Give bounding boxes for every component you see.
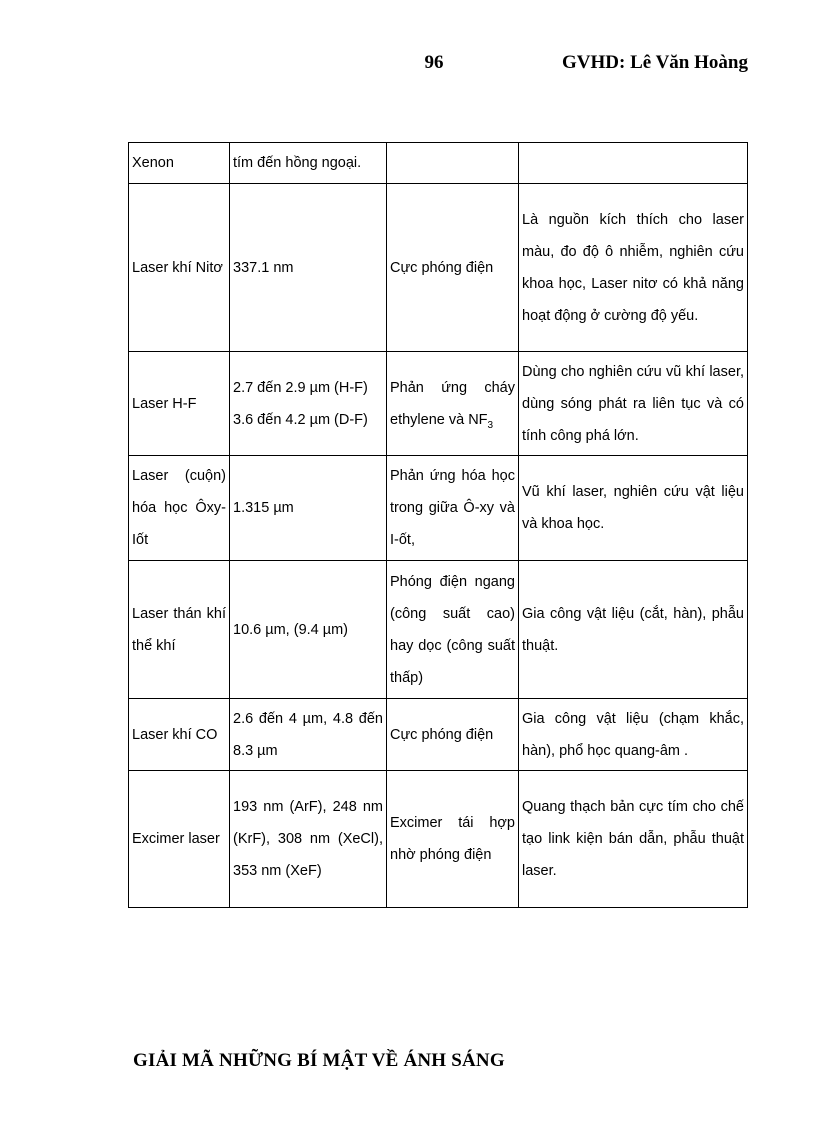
wavelength-line: 2.7 đến 2.9 µm (H-F) bbox=[233, 379, 368, 396]
pump-cell: Phóng điện ngang (công suất cao) hay dọc (công suất thấp) bbox=[387, 561, 519, 699]
laser-name-cell: Laser thán khí thể khí bbox=[129, 561, 230, 699]
laser-name-cell: Laser H-F bbox=[129, 352, 230, 456]
pump-cell: Cực phóng điện bbox=[387, 184, 519, 352]
table-row bbox=[129, 184, 748, 352]
pump-cell: Excimer tái hợp nhờ phóng điện bbox=[387, 771, 519, 908]
laser-name-cell: Excimer laser bbox=[129, 771, 230, 908]
laser-name-cell: Laser khí Nitơ bbox=[129, 184, 230, 352]
table-row bbox=[129, 143, 748, 184]
table-row bbox=[129, 561, 748, 699]
wavelength-cell: 2.6 đến 4 µm, 4.8 đến 8.3 µm bbox=[230, 699, 387, 771]
application-cell: Gia công vật liệu (chạm khắc, hàn), phổ học quang-âm . bbox=[519, 699, 748, 771]
application-cell bbox=[519, 143, 748, 184]
laser-name-cell: Laser khí CO bbox=[129, 699, 230, 771]
footer-title: GIẢI MÃ NHỮNG BÍ MẬT VỀ ÁNH SÁNG bbox=[133, 1050, 505, 1071]
application-cell: Vũ khí laser, nghiên cứu vật liệu và khoa học. bbox=[519, 456, 748, 561]
wavelength-cell: tím đến hồng ngoại. bbox=[230, 143, 387, 184]
pump-cell: Phản ứng hóa học trong giữa Ô-xy và I-ốt, bbox=[387, 456, 519, 561]
wavelength-cell: 337.1 nm bbox=[230, 184, 387, 352]
pump-cell bbox=[387, 352, 519, 456]
wavelength-cell: 1.315 µm bbox=[230, 456, 387, 561]
laser-types-table bbox=[128, 142, 748, 908]
wavelength-cell: 193 nm (ArF), 248 nm (KrF), 308 nm (XeCl), 353 nm (XeF) bbox=[230, 771, 387, 908]
advisor-header: GVHD: Lê Văn Hoàng bbox=[562, 52, 748, 73]
table-row bbox=[129, 699, 748, 771]
application-cell: Gia công vật liệu (cắt, hàn), phẫu thuật. bbox=[519, 561, 748, 699]
table-row bbox=[129, 456, 748, 561]
application-cell: Là nguồn kích thích cho laser màu, đo độ ô nhiễm, nghiên cứu khoa học, Laser nitơ có khả năng hoạt động ở cường độ yếu. bbox=[519, 184, 748, 352]
wavelength-cell: 10.6 µm, (9.4 µm) bbox=[230, 561, 387, 699]
pump-cell: Cực phóng điện bbox=[387, 699, 519, 771]
application-cell: Quang thạch bản cực tím cho chế tạo link kiện bán dẫn, phẫu thuật laser. bbox=[519, 771, 748, 908]
wavelength-line: 3.6 đến 4.2 µm (D-F) bbox=[233, 411, 368, 428]
laser-name-cell: Xenon bbox=[129, 143, 230, 184]
table-row bbox=[129, 771, 748, 908]
pump-text: Phản ứng cháy ethylene và NF bbox=[390, 379, 515, 428]
page-number: 96 bbox=[424, 52, 444, 73]
laser-name-cell: Laser (cuộn) hóa học Ôxy-Iốt bbox=[129, 456, 230, 561]
pump-cell bbox=[387, 143, 519, 184]
table-row bbox=[129, 352, 748, 456]
application-cell: Dùng cho nghiên cứu vũ khí laser, dùng sóng phát ra liên tục và có tính công phá lớn. bbox=[519, 352, 748, 456]
pump-subscript: 3 bbox=[487, 419, 494, 431]
wavelength-cell bbox=[230, 352, 387, 456]
